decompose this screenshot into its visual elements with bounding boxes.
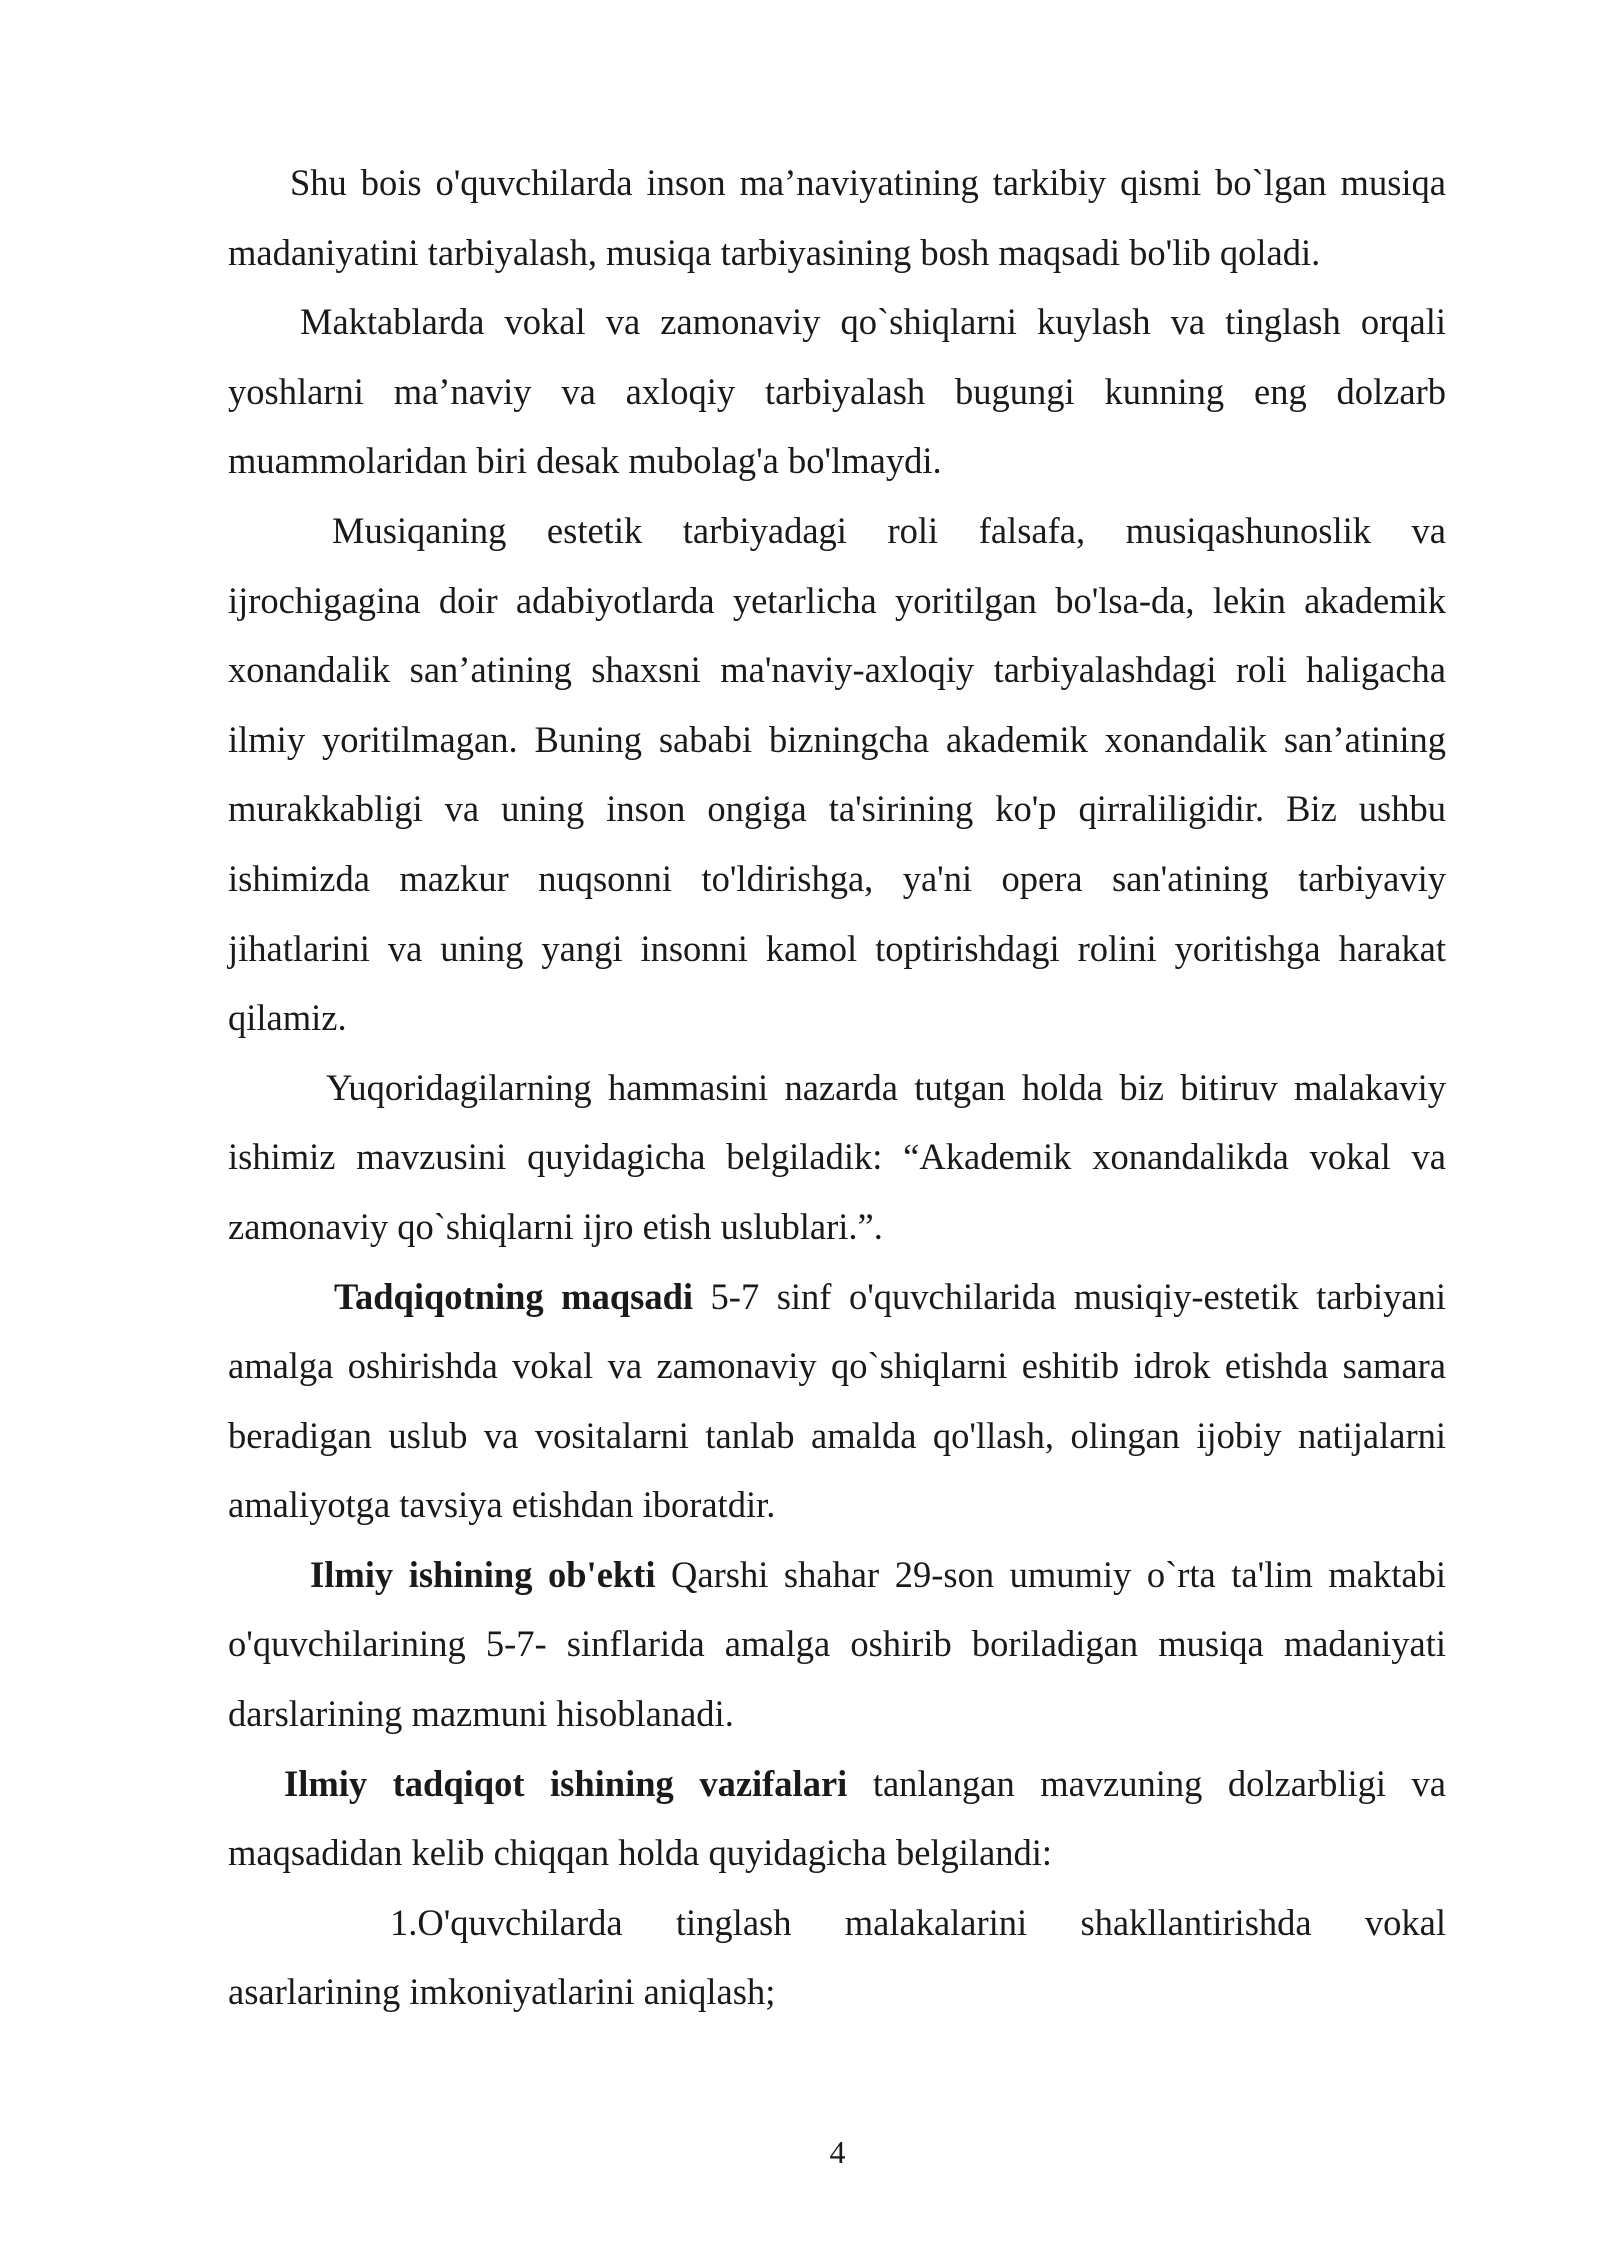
goal-text: 5-7 sinf o'quvchilarida musiqiy-estetik tarbiyani amalga oshirishda vokal va zamonaviy qo`shiqlarni eshitib idrok etishda samara beradigan uslub va vositalarni tanlab amalda qo'llash, olingan ijobiy natijalarni amaliyotga tavsiya etishdan iboratdir. bbox=[228, 1275, 1446, 1526]
paragraph-1-text: Shu bois o'quvchilarda inson ma’naviyatining tarkibiy qismi bo`lgan musiqa madaniyatini tarbiyalash, musiqa tarbiyasining bosh maqsadi bo'lib qoladi. bbox=[228, 162, 1446, 273]
paragraph-2-text: Maktablarda vokal va zamonaviy qo`shiqlarni kuylash va tinglash orqali yoshlarni ma’naviy va axloqiy tarbiyalash bugungi kunning eng dolzarb muammolaridan biri desak mubolag'a bo'lmaydi. bbox=[228, 301, 1446, 482]
goal-heading: Tadqiqotning maqsadi bbox=[334, 1275, 694, 1317]
object-heading: Ilmiy ishining ob'ekti bbox=[310, 1553, 656, 1595]
paragraph-tasks bbox=[228, 1749, 1446, 1888]
paragraph-3-text: Musiqaning estetik tarbiyadagi roli falsafa, musiqashunoslik va ijrochigagina doir adabiyotlarda yetarlicha yoritilgan bo'lsa-da, lekin akademik xonandalik san’atining shaxsni ma'naviy-axloqiy tarbiyalashdagi roli haligacha ilmiy yoritilmagan. Buning sababi bizningcha akademik xonandalik san’atining murakkabligi va uning inson ongiga ta'sirining ko'p qirraliligidir. Biz ushbu ishimizda mazkur nuqsonni to'ldirishga, ya'ni opera san'atining tarbiyaviy jihatlarini va uning yangi insonni kamol toptirishdagi rolini yoritishga harakat qilamiz. bbox=[228, 509, 1446, 1039]
tasks-text: tanlangan mavzuning dolzarbligi va maqsadidan kelib chiqqan holda quyidagicha belgilandi: bbox=[228, 1762, 1446, 1874]
paragraph-1 bbox=[228, 148, 1446, 287]
object-text: Qarshi shahar 29-son umumiy o`rta ta'lim maktabi o'quvchilarining 5-7- sinflarida amalga oshirib boriladigan musiqa madaniyati darslarining mazmuni hisoblanadi. bbox=[228, 1553, 1446, 1735]
tasks-heading: Ilmiy tadqiqot ishining vazifalari bbox=[284, 1762, 848, 1804]
paragraph-4 bbox=[228, 1053, 1446, 1262]
paragraph-3 bbox=[228, 496, 1446, 1053]
document-body bbox=[228, 148, 1446, 2027]
paragraph-goal bbox=[228, 1262, 1446, 1540]
list-item-text: 1.O'quvchilarda tinglash malakalarini shakllantirishda vokal asarlarining imkoniyatlarini aniqlash; bbox=[228, 1901, 1446, 2013]
paragraph-4-text: Yuqoridagilarning hammasini nazarda tutgan holda biz bitiruv malakaviy ishimiz mavzusini quyidagicha belgiladik: “Akademik xonandalikda vokal va zamonaviy qo`shiqlarni ijro etish uslublari.”. bbox=[228, 1066, 1446, 1247]
page-number: 4 bbox=[829, 2134, 846, 2170]
list-item bbox=[228, 1888, 1446, 2027]
paragraph-2 bbox=[228, 287, 1446, 496]
paragraph-object bbox=[228, 1540, 1446, 1749]
